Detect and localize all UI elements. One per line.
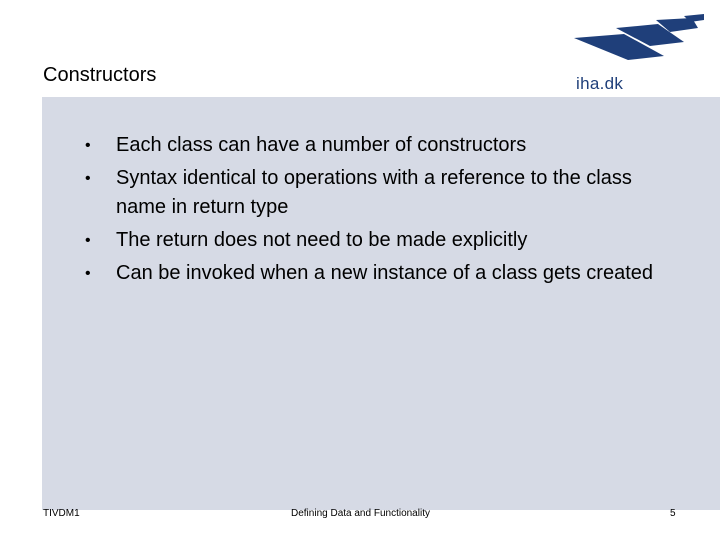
bullet-dot-icon: • [85, 265, 91, 282]
bullet-text: Each class can have a number of constructors [116, 134, 527, 156]
iha-dk-logo-icon [566, 14, 708, 76]
bullet-list [85, 131, 685, 292]
slide-title: Constructors [43, 64, 157, 86]
footer-page-number: 5 [670, 508, 676, 519]
bullet-dot-icon: • [85, 137, 91, 154]
bullet-item [85, 164, 685, 222]
bullet-item [85, 131, 685, 160]
bullet-item [85, 226, 685, 255]
bullet-text: Syntax identical to operations with a reference to the class name in return type [116, 167, 632, 218]
bullet-dot-icon: • [85, 232, 91, 249]
bullet-dot-icon: • [85, 170, 91, 187]
footer-course-code: TIVDM1 [43, 508, 80, 519]
bullet-text: Can be invoked when a new instance of a class gets created [116, 262, 653, 284]
iha-dk-logo [566, 14, 708, 94]
logo-text: iha.dk [576, 74, 624, 93]
bullet-item [85, 259, 685, 288]
footer-lecture-title: Defining Data and Functionality [291, 508, 430, 519]
bullet-text: The return does not need to be made explicitly [116, 229, 528, 251]
